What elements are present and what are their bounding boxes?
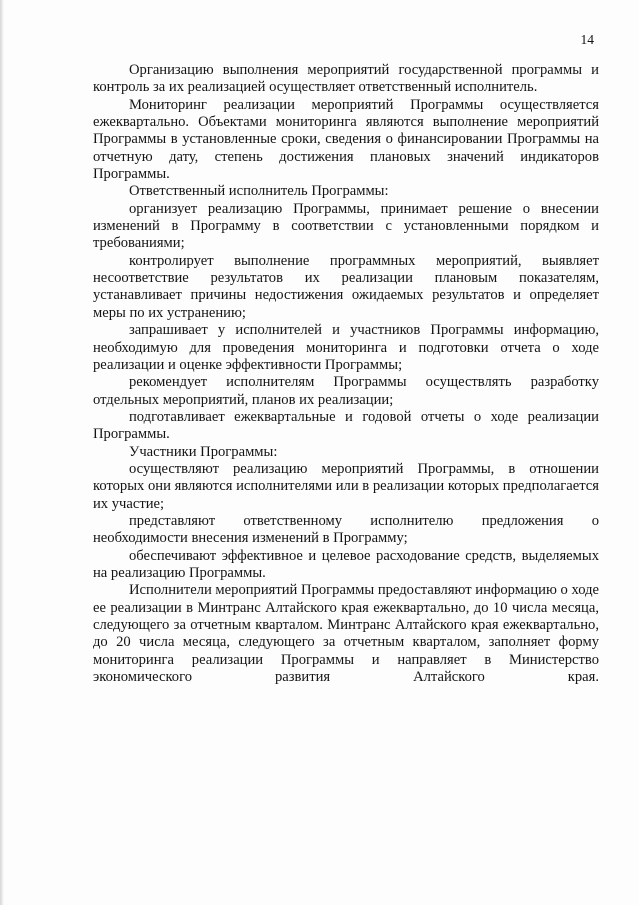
paragraph-participants-heading: Участники Программы: bbox=[129, 443, 278, 460]
page-number: 14 bbox=[580, 32, 594, 47]
document-body bbox=[93, 62, 599, 686]
paragraph-organizes-implementation: организует реализацию Программы, принимает решение о внесении изменений в Программу в соответствии с установленными порядком и требованиями; bbox=[93, 200, 599, 252]
paragraph-participants-submit-proposals: представляют ответственному исполнителю предложения о необходимости внесения изменений в Программу; bbox=[93, 512, 599, 547]
paragraph-prepares-reports: подготавливает ежеквартальные и годовой отчеты о ходе реализации Программы. bbox=[93, 408, 599, 443]
paragraph-requests-information: запрашивает у исполнителей и участников Программы информацию, необходимую для проведения мониторинга и подготовки отчета о ходе реализации и оценке эффективности Программы; bbox=[93, 322, 599, 373]
paragraph-organization: Организацию выполнения мероприятий государственной программы и контроль за их реализацией осуществляет ответственный исполнитель. bbox=[93, 62, 599, 96]
paragraph-participants-ensure-spending: обеспечивают эффективное и целевое расходование средств, выделяемых на реализацию Программы. bbox=[93, 547, 599, 581]
paragraph-responsible-executor-heading: Ответственный исполнитель Программы: bbox=[129, 183, 389, 200]
paragraph-participants-implement: осуществляют реализацию мероприятий Программы, в отношении которых они являются исполнителями или в реализации которых предполагается их участие; bbox=[93, 460, 599, 512]
paragraph-monitoring: Мониторинг реализации мероприятий Программы осуществляется ежеквартально. Объектами мониторинга являются выполнение мероприятий Программы в установленные сроки, сведения о финансировании Программы на отчетную дату, степень достижения плановых значений индикаторов Программы. bbox=[93, 96, 599, 183]
scan-edge-shadow bbox=[0, 0, 4, 905]
paragraph-recommends-development: рекомендует исполнителям Программы осуществлять разработку отдельных мероприятий, планов их реализации; bbox=[93, 374, 599, 408]
paragraph-controls-execution: контролирует выполнение программных мероприятий, выявляет несоответствие результатов их реализации плановым показателям, устанавливает причины недостижения ожидаемых результатов и определяет меры по их устранению; bbox=[93, 252, 599, 321]
paragraph-executors-report: Исполнители мероприятий Программы предоставляют информацию о ходе ее реализации в Минтранс Алтайского края ежеквартально, до 10 числа месяца, следующего за отчетным кварталом. Минтранс Алтайского края ежеквартально, до 20 числа месяца, следующего за отчетным кварталом, заполняет форму мониторинга реализации Программы и направляет в Министерство экономического развития Алтайского края. bbox=[93, 582, 599, 686]
